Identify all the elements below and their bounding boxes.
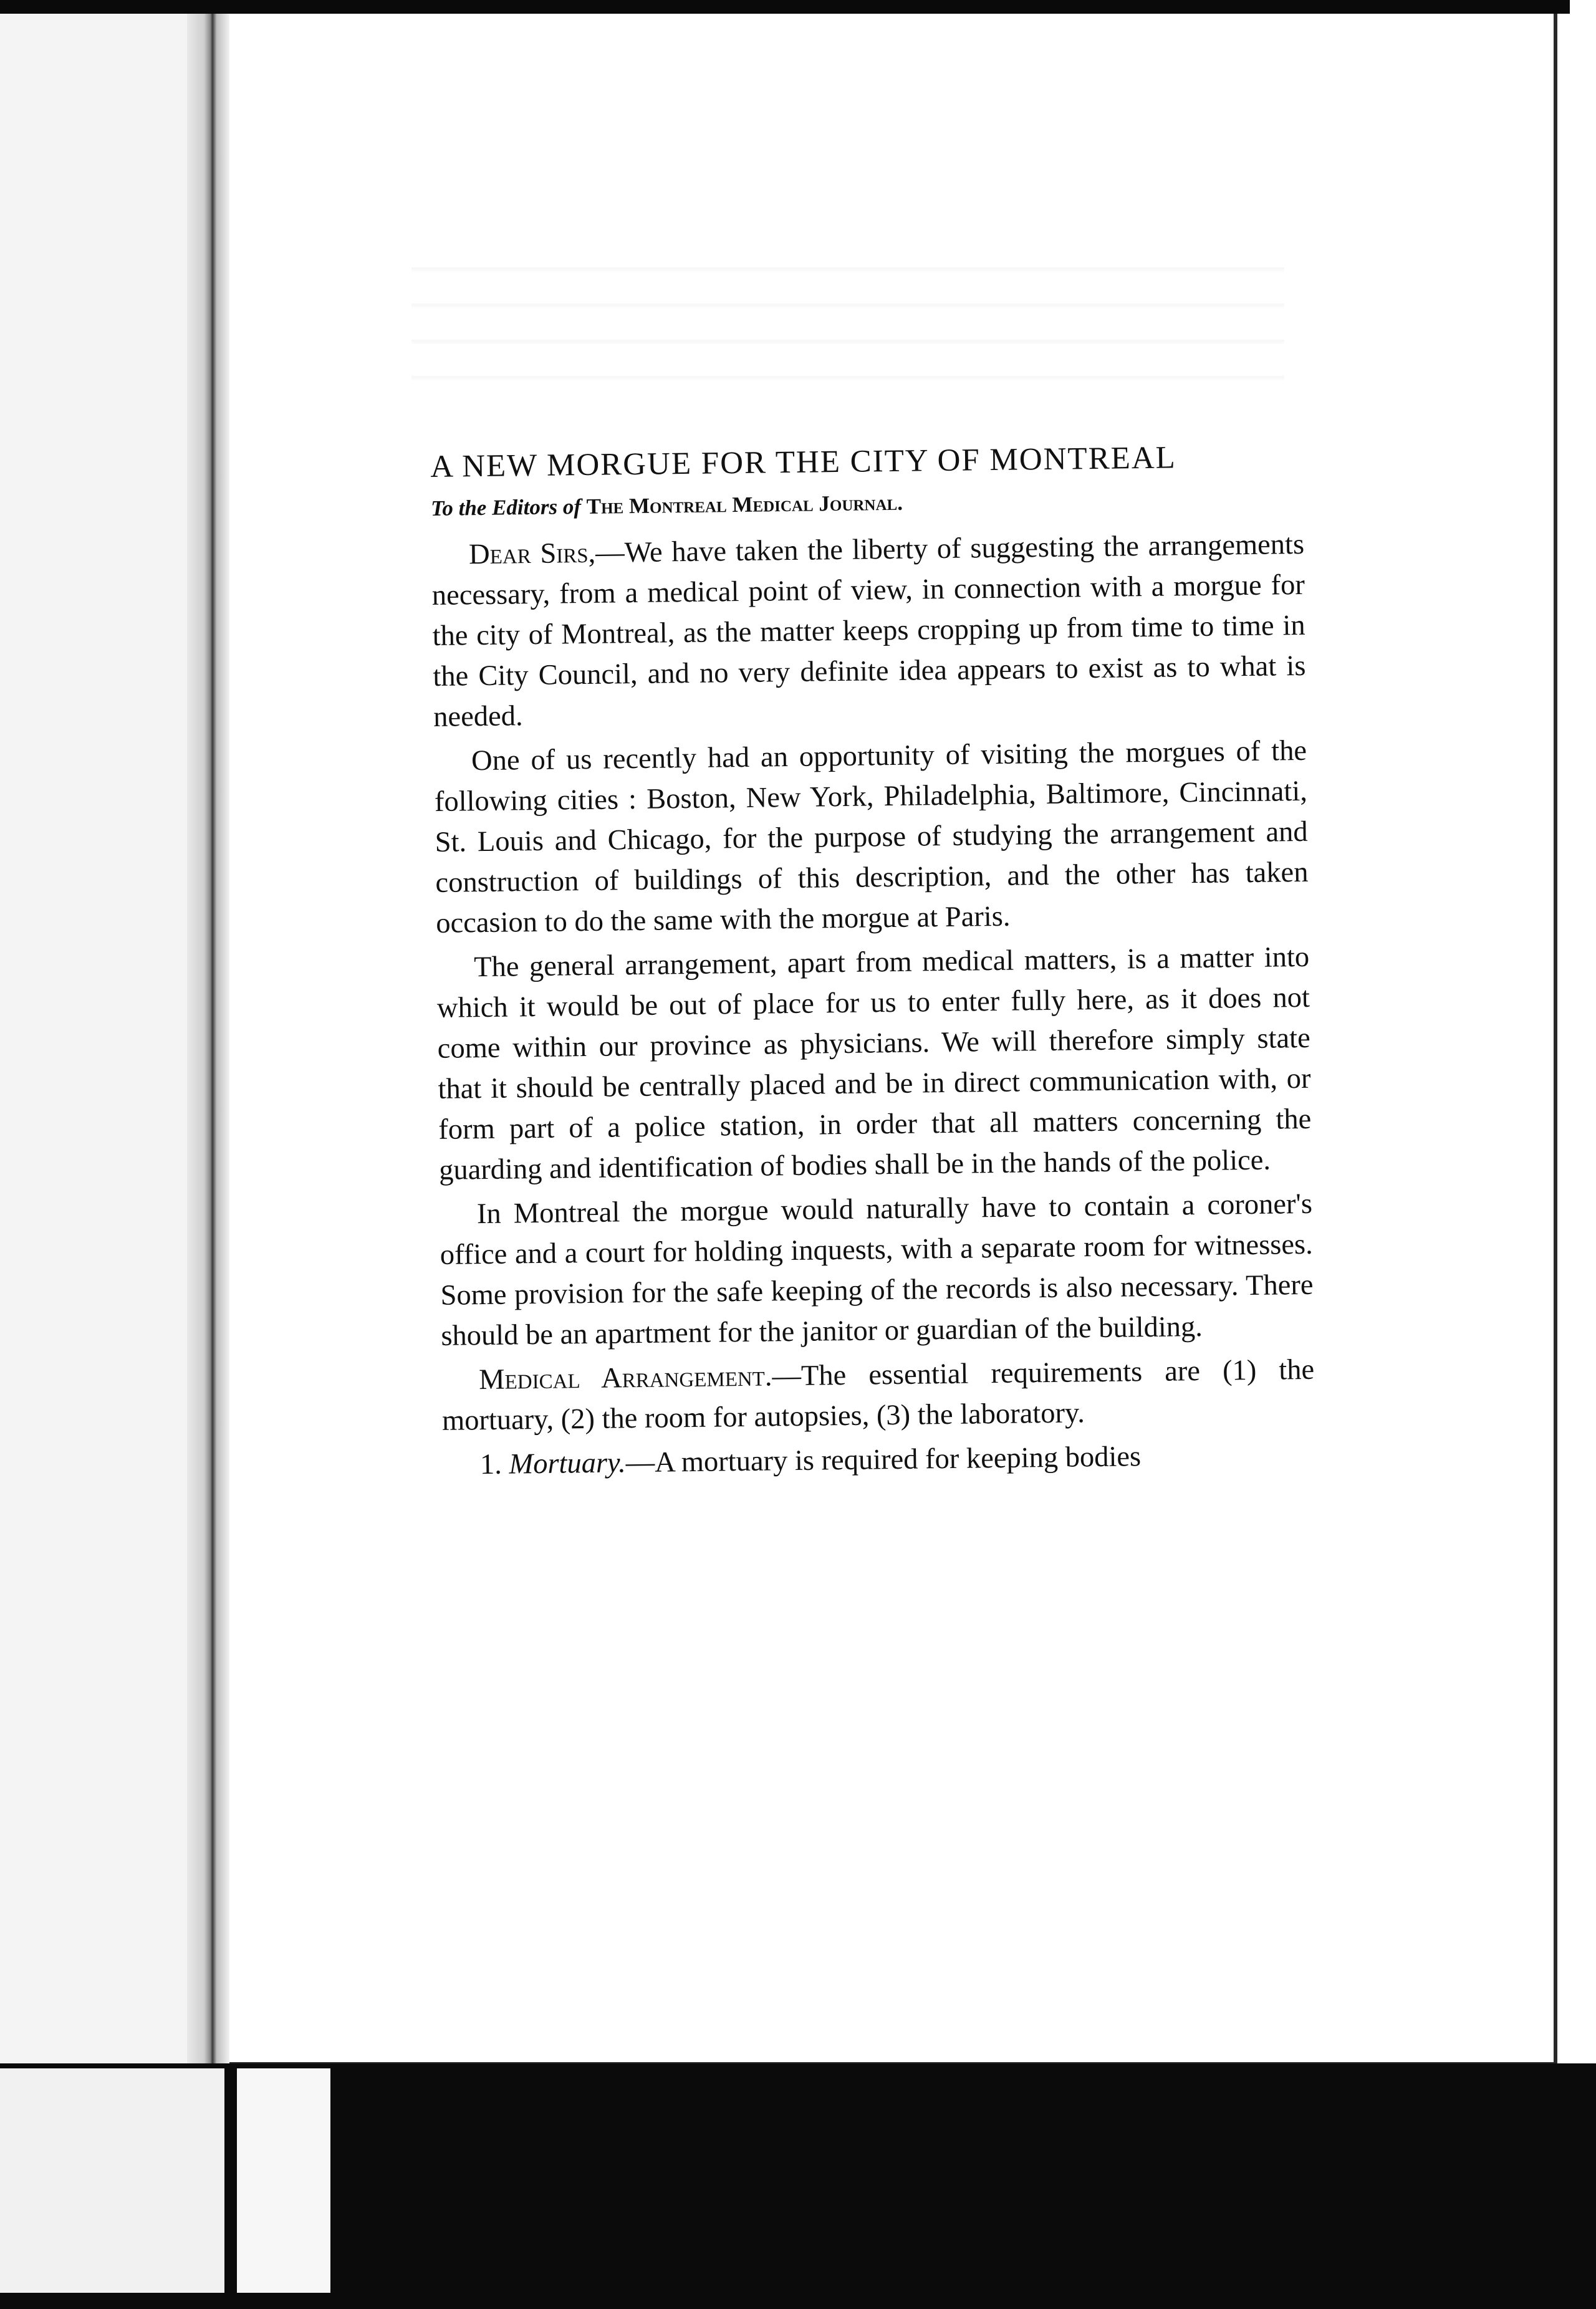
paragraph-5-text: —The essential requirements are (1) the mortuary, (2) the room for autopsies, (3) the laboratory. <box>441 1353 1315 1437</box>
article-title: A NEW MORGUE FOR THE CITY OF MONTREAL <box>430 440 1177 484</box>
page-edge-stub <box>237 2068 330 2293</box>
salutation-prefix: To the Editors of <box>430 494 582 521</box>
paragraph-5-lead: Medical Arrangement. <box>478 1360 772 1396</box>
paragraph-6 <box>443 1434 1316 1486</box>
paragraph-3: The general arrangement, apart from medical matters, is a matter into which it would be out of place for us to enter fully here, as it does not come within our province as physicians. We will therefore simply state that it should be centrally placed and be in direct communication with, or form part of a police station, in order that all matters concerning the guarding and identification of bodies shall be in the hands of the police. <box>436 941 1312 1186</box>
paragraph-2: One of us recently had an opportunity of visiting the morgues of the following cities : Boston, New York, Philadelphia, Baltimore, Cincinnati, St. Louis and Chicago, for the purpose of studying the arrangement and construction of buildings of this description, and the other has taken occasion to do the same with the morgue at Paris. <box>434 734 1309 939</box>
paragraph-6-number: 1. <box>479 1448 502 1481</box>
paragraph-1 <box>431 524 1307 737</box>
show-through-bleed <box>411 237 1284 411</box>
paragraph-5 <box>441 1350 1315 1441</box>
salutation <box>431 486 1304 521</box>
book-spine <box>187 14 229 2071</box>
scan-border-top <box>0 0 1596 14</box>
paragraph-1-text: —We have taken the liberty of suggesting the arrangements necessary, from a medical point of view, in connection with a morgue for the city of Montreal, as the matter keeps cropping up from time to time in the City Council, and no very definite idea appears to exist as to what is needed. <box>431 528 1306 733</box>
scan-border-right <box>1570 0 1596 2309</box>
paragraph-1-lead: Dear Sirs, <box>468 537 596 571</box>
page-edge-stub <box>0 2068 224 2293</box>
article-body <box>430 438 1315 1489</box>
left-page-edge <box>0 14 215 2071</box>
paragraph-4: In Montreal the morgue would naturally have to contain a coroner's office and a court for holding inquests, with a separate room for witnesses. Some provision for the safe keeping of the records is also necessary. There should be an apartment for the janitor or guardian of the building. <box>440 1188 1314 1352</box>
paragraph-6-text: —A mortuary is required for keeping bodies <box>625 1441 1142 1479</box>
paragraph-6-lead: Mortuary. <box>509 1447 627 1481</box>
journal-name: The Montreal Medical Journal. <box>586 490 903 519</box>
